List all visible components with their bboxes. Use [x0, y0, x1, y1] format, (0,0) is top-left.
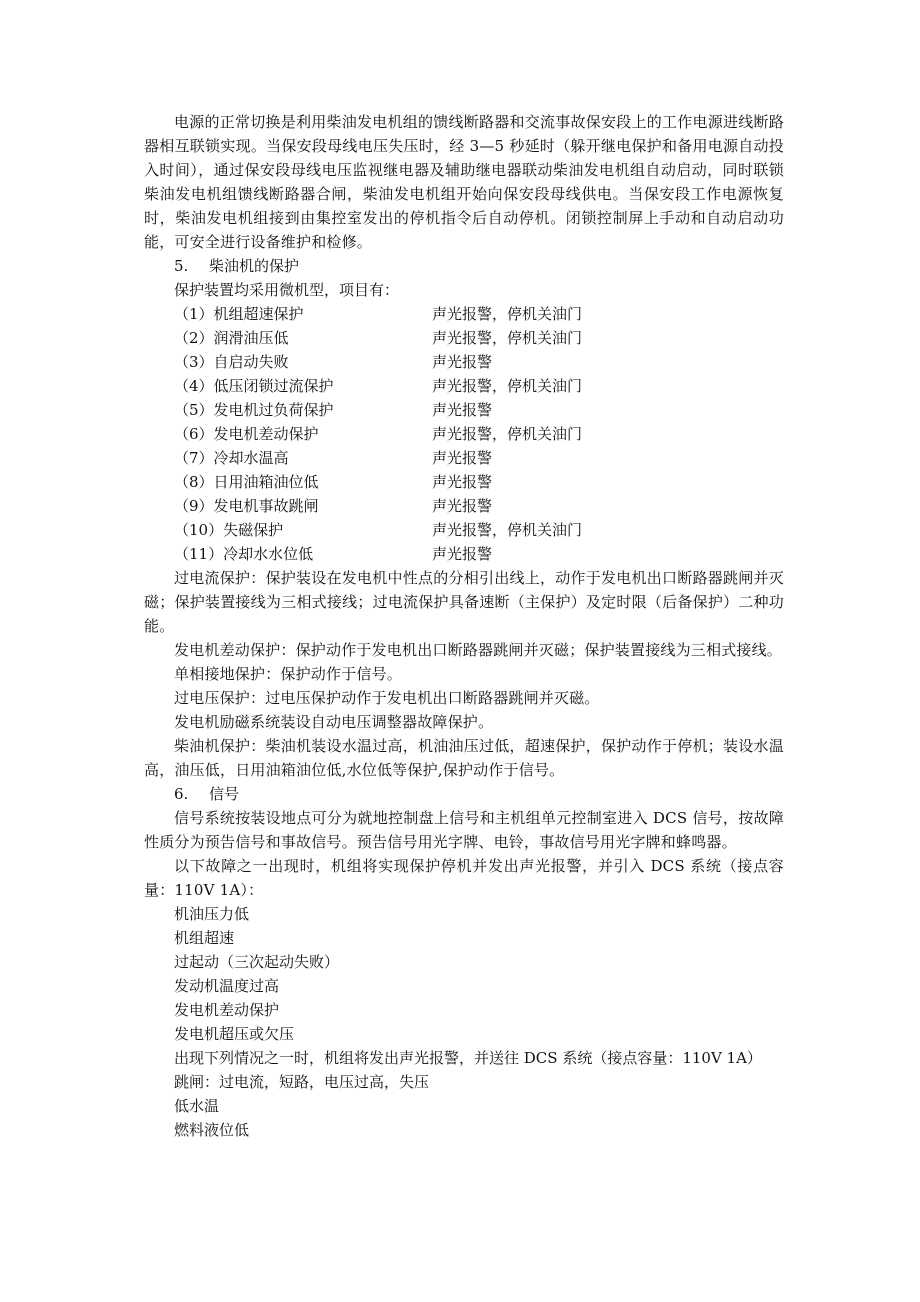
diesel-protection-paragraph: 柴油机保护：柴油机装设水温过高，机油油压过低，超速保护，保护动作于停机；装设水温高，油压低，日用油箱油位低,水位低等保护,保护动作于信号。	[144, 737, 784, 779]
protection-action: 声光报警，停机关油门	[432, 329, 583, 347]
protection-row	[144, 446, 784, 470]
protection-name: （2）润滑油压低	[174, 329, 289, 347]
list-item: 发动机温度过高	[174, 977, 280, 995]
section-5-heading	[144, 254, 784, 278]
protection-name: （4）低压闭锁过流保护	[174, 377, 334, 395]
overcurrent-paragraph: 过电流保护：保护装设在发电机中性点的分相引出线上，动作于发电机出口断路器跳闸并灭磁；保护装置接线为三相式接线；过电流保护具备速断（主保护）及定时限（后备保护）二种功能。	[144, 569, 784, 635]
protection-name: （11）冷却水水位低	[174, 545, 314, 563]
section-6-heading	[144, 782, 784, 806]
list-item: 燃料液位低	[174, 1121, 250, 1139]
differential-paragraph: 发电机差动保护：保护动作于发电机出口断路器跳闸并灭磁；保护装置接线为三相式接线。	[174, 641, 783, 659]
list-item: 发电机差动保护	[174, 1001, 280, 1019]
protection-action: 声光报警	[432, 497, 493, 515]
list-item: 发电机超压或欠压	[174, 1025, 295, 1043]
protection-action: 声光报警，停机关油门	[432, 425, 583, 443]
list-item: 过起动（三次起动失败）	[174, 953, 340, 971]
protection-name: （1）机组超速保护	[174, 305, 304, 323]
section-5-number: 5.	[174, 257, 189, 275]
overvoltage-paragraph: 过电压保护：过电压保护动作于发电机出口断路器跳闸并灭磁。	[174, 689, 600, 707]
document-page	[144, 110, 784, 1142]
protection-row	[144, 326, 784, 350]
protection-name: （7）冷却水温高	[174, 449, 289, 467]
protection-action: 声光报警，停机关油门	[432, 521, 583, 539]
protection-action: 声光报警	[432, 401, 493, 419]
section-5-title: 柴油机的保护	[209, 257, 300, 275]
alarm-lead-line: 出现下列情况之一时，机组将发出声光报警，并送往 DCS 系统（接点容量：110V 1A）	[174, 1049, 762, 1067]
protection-row	[144, 518, 784, 542]
protection-action: 声光报警	[432, 449, 493, 467]
section-6-title: 信号	[209, 785, 240, 803]
intro-paragraph: 电源的正常切换是利用柴油发电机组的馈线断路器和交流事故保安段上的工作电源进线断路器相互联锁实现。当保安段母线电压失压时，经 3—5 秒延时（躲开继电保护和备用电源自动投入时间），通过保安段母线电压监视继电器及辅助继电器联动柴油发电机组自动启动，同时联锁柴油发电机组馈线断路器合闸，柴油发电机组开始向保安段母线供电。当保安段工作电源恢复时，柴油发电机组接到由集控室发出的停机指令后自动停机。闭锁控制屏上手动和自动启动功能，可安全进行设备维护和检修。	[144, 113, 784, 251]
protection-action: 声光报警，停机关油门	[432, 377, 583, 395]
protection-row	[144, 398, 784, 422]
protection-name: （10）失磁保护	[174, 521, 284, 539]
signal-system-paragraph: 信号系统按装设地点可分为就地控制盘上信号和主机组单元控制室进入 DCS 信号，按故障性质分为预告信号和事故信号。预告信号用光字牌、电铃，事故信号用光字牌和蜂鸣器。	[144, 809, 784, 851]
protection-row	[144, 422, 784, 446]
list-item: 跳闸：过电流，短路，电压过高，失压	[174, 1073, 430, 1091]
list-item: 机油压力低	[174, 905, 250, 923]
protection-name: （9）发电机事故跳闸	[174, 497, 319, 515]
protection-action: 声光报警，停机关油门	[432, 305, 583, 323]
list-item: 机组超速	[174, 929, 235, 947]
excitation-paragraph: 发电机励磁系统装设自动电压调整器故障保护。	[174, 713, 494, 731]
protection-action: 声光报警	[432, 545, 493, 563]
section-6-number: 6.	[174, 785, 189, 803]
protection-row	[144, 470, 784, 494]
protection-list	[144, 302, 784, 566]
protection-name: （3）自启动失败	[174, 353, 289, 371]
section-5-lead: 保护装置均采用微机型，项目有：	[174, 281, 400, 299]
protection-action: 声光报警	[432, 473, 493, 491]
ground-fault-paragraph: 单相接地保护：保护动作于信号。	[174, 665, 403, 683]
protection-name: （6）发电机差动保护	[174, 425, 319, 443]
trip-lead-paragraph: 以下故障之一出现时，机组将实现保护停机并发出声光报警，并引入 DCS 系统（接点容量：110V 1A）：	[144, 857, 784, 899]
protection-row	[144, 542, 784, 566]
list-item: 低水温	[174, 1097, 220, 1115]
protection-action: 声光报警	[432, 353, 493, 371]
protection-name: （5）发电机过负荷保护	[174, 401, 334, 419]
protection-row	[144, 374, 784, 398]
protection-name: （8）日用油箱油位低	[174, 473, 319, 491]
protection-row	[144, 494, 784, 518]
protection-row	[144, 302, 784, 326]
protection-row	[144, 350, 784, 374]
